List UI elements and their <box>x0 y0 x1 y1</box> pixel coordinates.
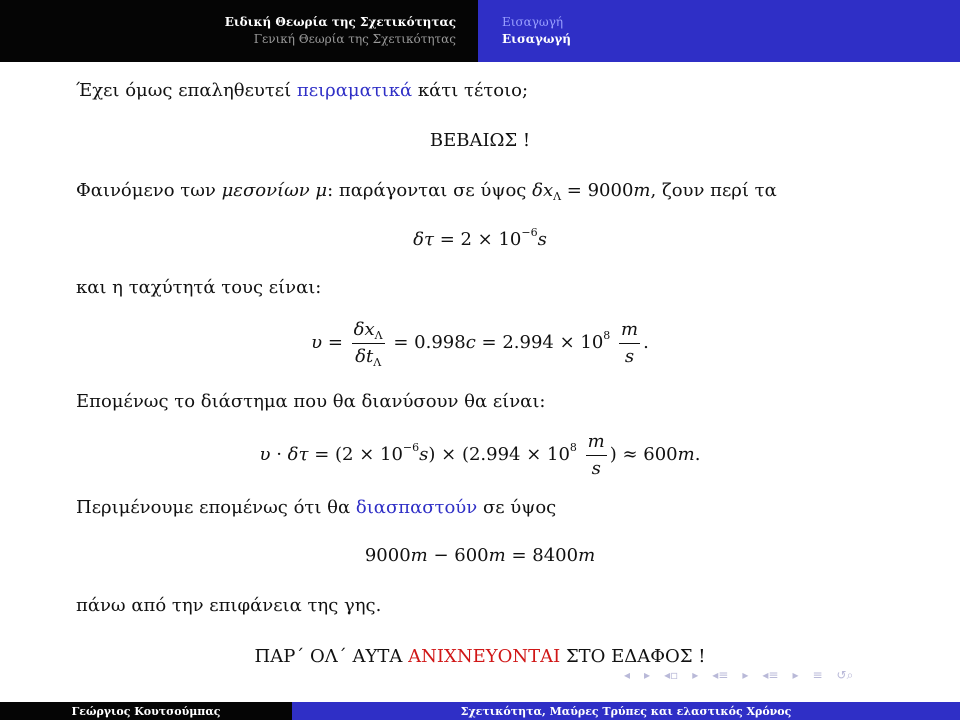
question-highlight: πειραματικά <box>296 80 413 101</box>
distance-part-b: ) × (2.994 × 10 <box>428 444 570 465</box>
speed-absolute: = 2.994 × 10 <box>481 332 604 353</box>
distance-unit-fraction: $\frac{m}{s}$ <box>587 430 605 479</box>
speed-unit-fraction: $\frac{m}{s}$ <box>621 318 639 367</box>
phenomenon-line: Φαινόμενο των μεσονίων μ: παράγονται σε ύψος $\delta x_\Lambda = 9000m$, ζουν περί τα <box>76 180 777 203</box>
question-prefix: Έχει όμως επαληθευτεί <box>76 80 292 101</box>
distance-intro: Επομένως το διάστημα που θα διανύσουν θα είναι: <box>76 391 546 412</box>
nav-frame-next-icon[interactable]: ▸ <box>692 668 699 682</box>
decay-suffix: σε ύψος <box>482 497 557 518</box>
navigation-symbols <box>624 668 853 683</box>
lifetime-value: = 2 × 10 <box>439 229 522 250</box>
slide-header <box>0 0 960 62</box>
nav-frame-prev-icon[interactable]: ◂▫ <box>664 668 679 682</box>
speed-exponent: 8 <box>603 329 611 342</box>
footer-title: Σχετικότητα, Μαύρες Τρύπες και ελαστικός Χρόνος <box>292 702 960 720</box>
distance-intro-line <box>76 390 545 414</box>
distance-equation: $\upsilon \cdot \delta\tau = (2 \times 10^{-6}s) \times (2.994 \times 10^8$ $\frac{m}{s}$ ) ≈ 600m. <box>259 430 701 479</box>
height-start: 9000 <box>364 545 411 566</box>
speed-intro-line <box>76 276 321 300</box>
footer-author: Γεώργιος Κουτσούμπας <box>0 702 292 720</box>
header-subsection-inactive[interactable]: Εισαγωγή <box>502 15 564 29</box>
header-subsection-active[interactable]: Εισαγωγή <box>502 32 572 46</box>
phenomenon-muons: μεσονίων μ <box>221 180 328 201</box>
lifetime-exponent: −6 <box>521 226 538 239</box>
final-highlight: ΑΝΙΧΝΕΥΟΝΤΑΙ <box>408 646 561 667</box>
slide-footer <box>0 702 960 720</box>
answer-text: ΒΕΒΑΙΩΣ ! <box>429 130 531 151</box>
lifetime-equation: $\delta\tau = 2 \times 10^{-6}s$ <box>413 226 547 250</box>
question-suffix: κάτι τέτοιο; <box>417 80 529 101</box>
phenomenon-mid: : παράγονται σε ύψος <box>327 180 527 201</box>
nav-slide-prev-icon[interactable]: ◂ <box>624 668 631 682</box>
surface-line <box>76 594 381 618</box>
nav-search-icon[interactable]: ↺⌕ <box>836 668 854 682</box>
phenomenon-height: = 9000 <box>566 180 634 201</box>
distance-part-a: = (2 × 10 <box>314 444 403 465</box>
question-line <box>76 79 528 103</box>
speed-equation: υ = $\frac{\delta x_\Lambda}{\delta t_\Lambda}$ = $0.998c = 2.994 \times 10^8$ $\frac{m}{s}$ . <box>311 318 649 369</box>
phenomenon-prefix: Φαινόμενο των <box>76 180 216 201</box>
height-result: = 8400 <box>511 545 579 566</box>
header-section-inactive[interactable]: Γενική Θεωρία της Σχετικότητας <box>253 32 456 46</box>
distance-result: ) ≈ 600 <box>609 444 678 465</box>
final-prefix: ΠΑΡ΄ ΟΛ΄ ΑΥΤΑ <box>254 646 403 667</box>
phenomenon-suffix: , ζουν περί τα <box>650 180 777 201</box>
speed-relative: = 0.998 <box>393 332 466 353</box>
decay-prefix: Περιμένουμε επομένως ότι θα <box>76 497 351 518</box>
header-section-nav <box>0 0 478 62</box>
nav-slide-next-icon[interactable]: ▸ <box>644 668 651 682</box>
decay-highlight: διασπαστούν <box>355 497 478 518</box>
decay-line <box>76 496 556 520</box>
nav-subsection-prev-icon[interactable]: ◂≡ <box>712 668 729 682</box>
nav-align-icon[interactable]: ≡ <box>812 668 823 682</box>
height-subtract: − 600 <box>433 545 489 566</box>
nav-section-prev-icon[interactable]: ◂≡ <box>762 668 779 682</box>
speed-fraction: $\frac{\delta x_\Lambda}{\delta t_\Lambda}$ <box>353 318 383 369</box>
nav-section-next-icon[interactable]: ▸ <box>792 668 799 682</box>
speed-intro: και η ταχύτητά τους είναι: <box>76 277 322 298</box>
nav-subsection-next-icon[interactable]: ▸ <box>742 668 749 682</box>
header-section-active[interactable]: Ειδική Θεωρία της Σχετικότητας <box>224 15 456 29</box>
answer-line <box>0 129 960 153</box>
distance-exponent-b: 8 <box>569 441 577 454</box>
final-line <box>0 645 960 669</box>
header-subsection-nav <box>478 0 960 62</box>
height-equation: 9000m − 600m = 8400m <box>364 545 596 566</box>
surface-text: πάνω από την επιφάνεια της γης. <box>76 595 382 616</box>
distance-exponent-a: −6 <box>402 441 420 454</box>
final-suffix: ΣΤΟ ΕΔΑΦΟΣ ! <box>565 646 706 667</box>
